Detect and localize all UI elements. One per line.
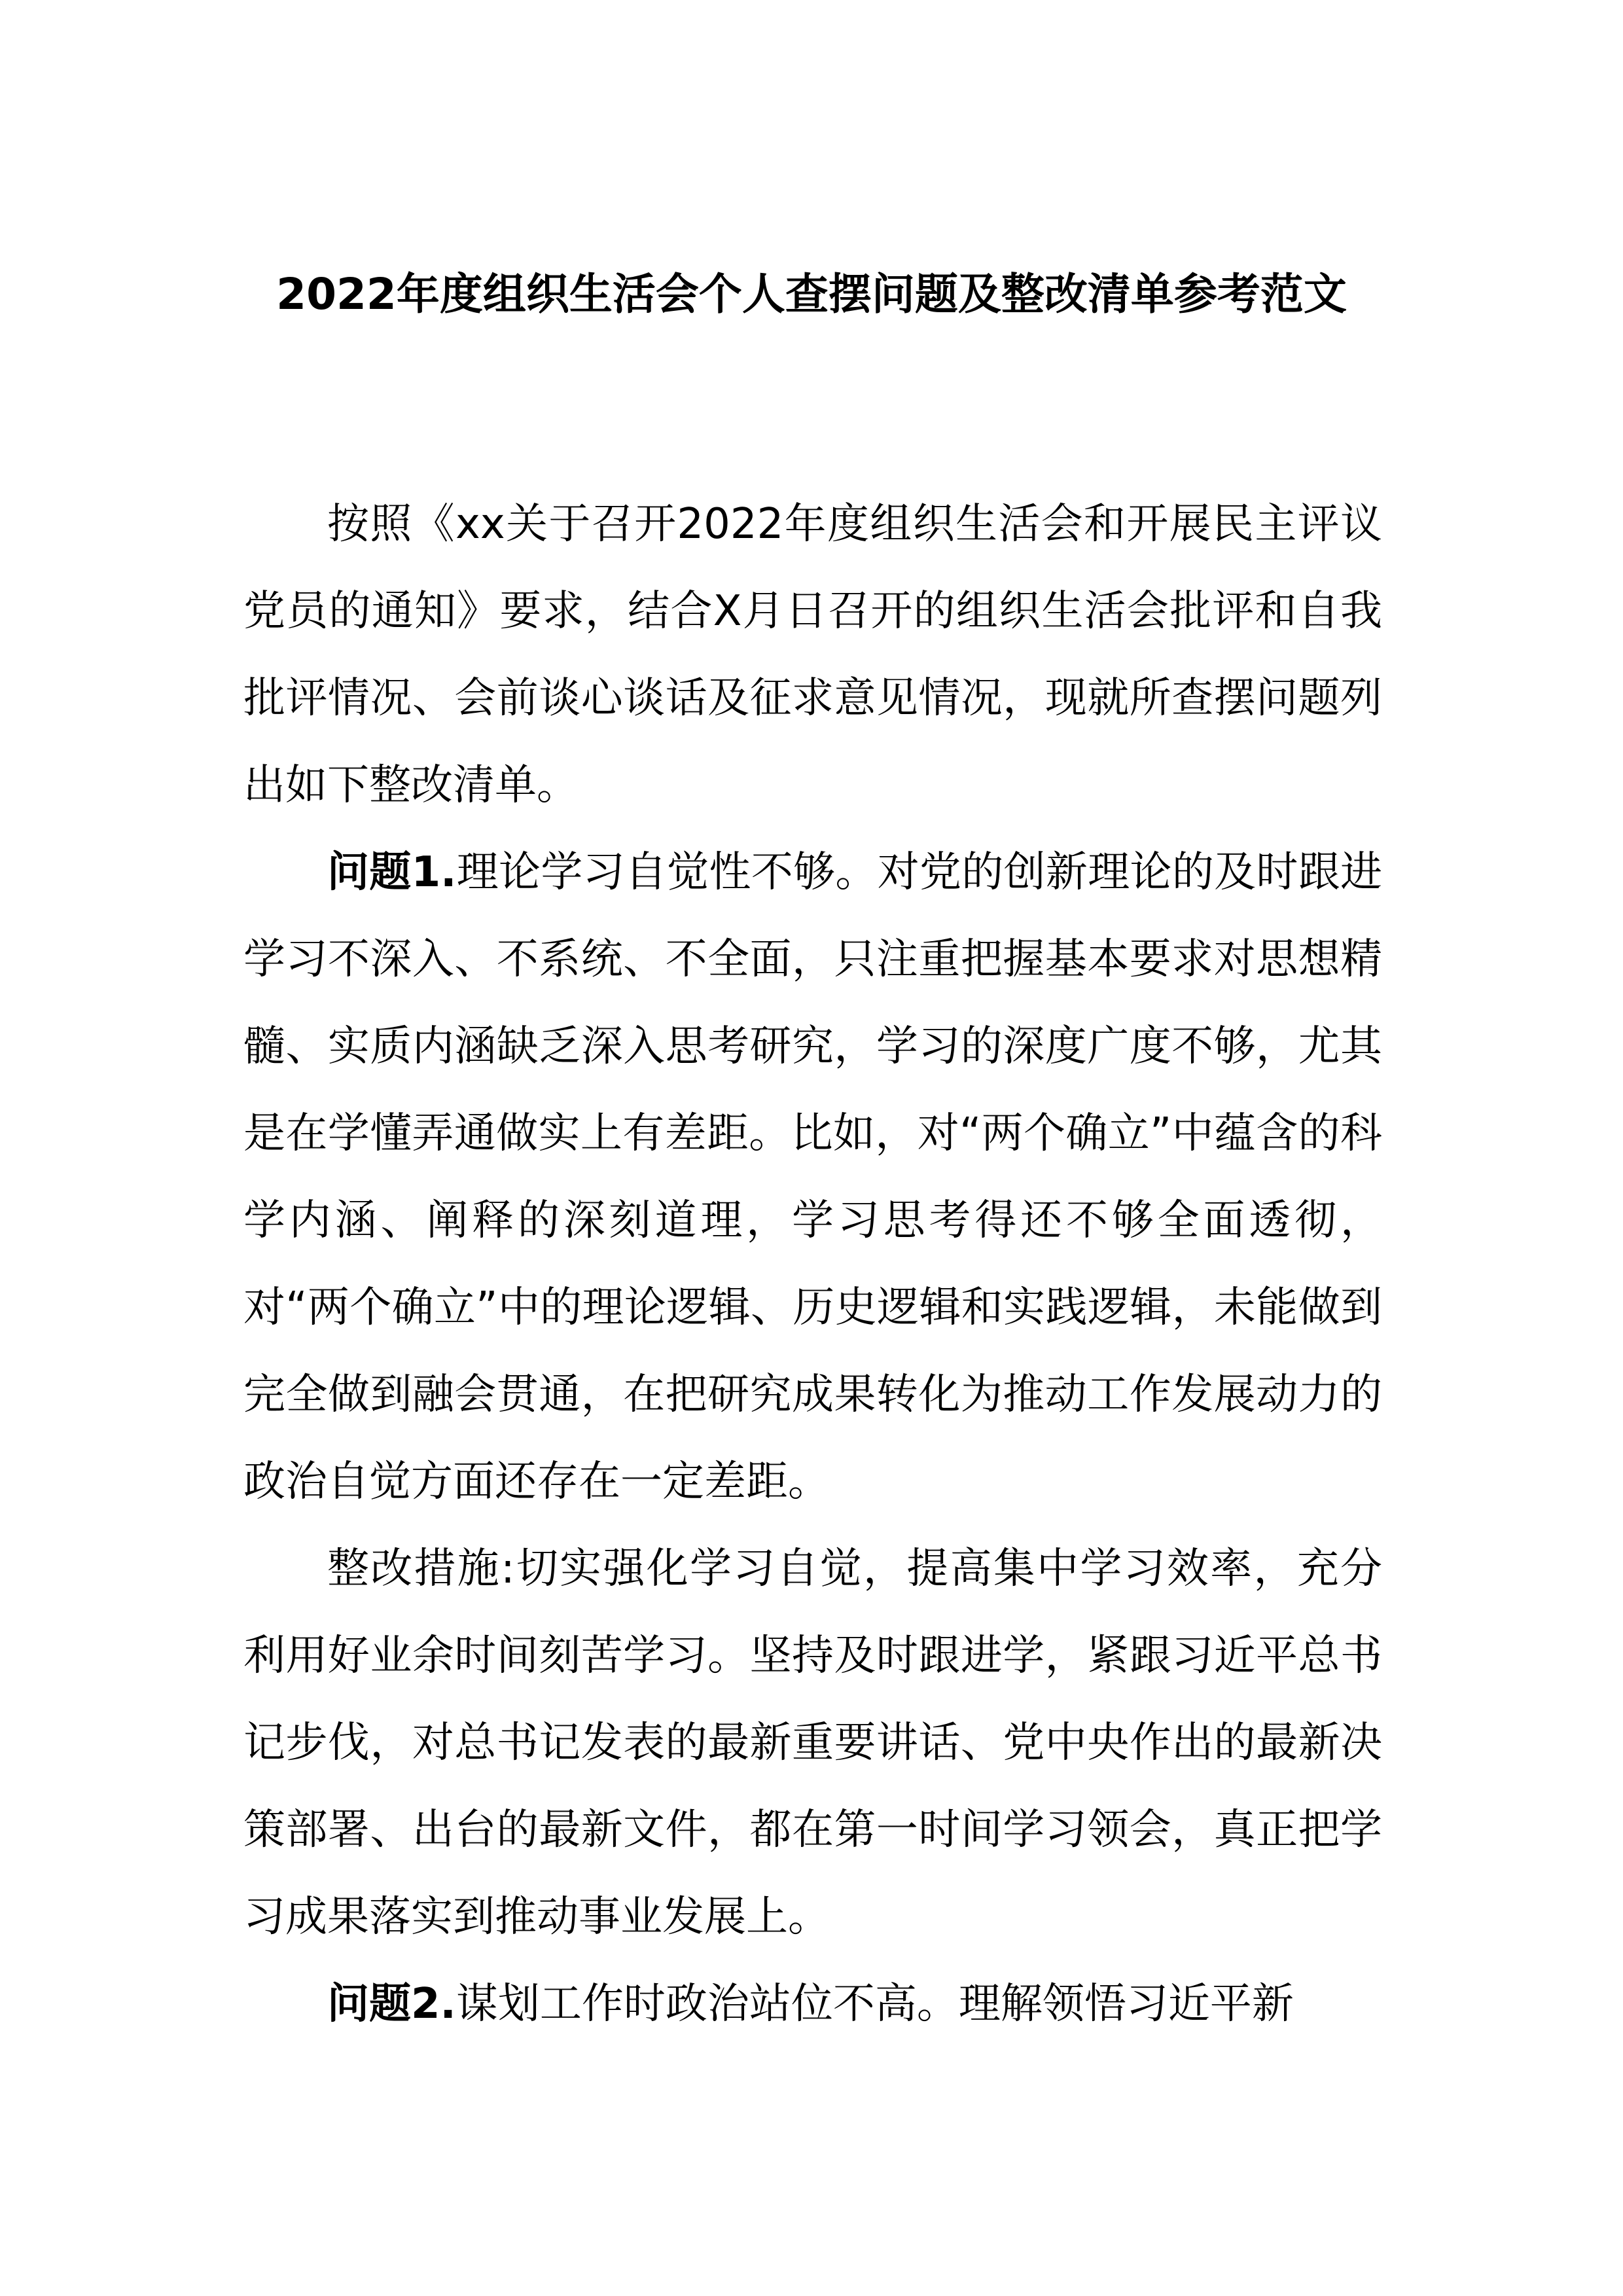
paragraph-problem-2 bbox=[243, 1961, 1382, 2048]
document-title: 2022年度组织生活会个人查摆问题及整改清单参考范文 bbox=[276, 269, 1347, 319]
paragraph-text: 理论学习自觉性不够。对党的创新理论的及时跟进学习不深入、不系统、不全面，只注重把握基本要求对思想精髓、实质内涵缺乏深入思考研究，学习的深度广度不够，尤其是在学懂弄通做实上有差距。比如，对“两个确立”中蕴含的科学内涵、阐释的深刻道理，学习思考得还不够全面透彻，对“两个确立”中的理论逻辑、历史逻辑和实践逻辑，未能做到完全做到融会贯通，在把研究成果转化为推动工作发展动力的政治自觉方面还存在一定差距。 bbox=[243, 848, 1383, 1506]
paragraph-text: 整改措施:切实强化学习自觉，提高集中学习效率，充分利用好业余时间刻苦学习。坚持及时跟进学，紧跟习近平总书记步伐，对总书记发表的最新重要讲话、党中央作出的最新决策部署、出台的最新文件，都在第一时间学习领会，真正把学习成果落实到推动事业发展上。 bbox=[243, 1545, 1382, 1941]
paragraph-intro bbox=[243, 481, 1382, 829]
paragraph-text: 按照《xx关于召开2022年度组织生活会和开展民主评议党员的通知》要求，结合X月日召开的组织生活会批评和自我批评情况、会前谈心谈话及征求意见情况，现就所查摆问题列出如下整改清单。 bbox=[243, 500, 1382, 810]
paragraph-lead: 问题1. bbox=[327, 848, 457, 897]
paragraph-text: 谋划工作时政治站位不高。理解领悟习近平新 bbox=[455, 1980, 1294, 2028]
paragraph-measures-1 bbox=[243, 1526, 1382, 1961]
paragraph-problem-1 bbox=[243, 829, 1382, 1526]
paragraph-lead: 问题2. bbox=[327, 1980, 456, 2028]
document-body bbox=[243, 481, 1382, 2048]
